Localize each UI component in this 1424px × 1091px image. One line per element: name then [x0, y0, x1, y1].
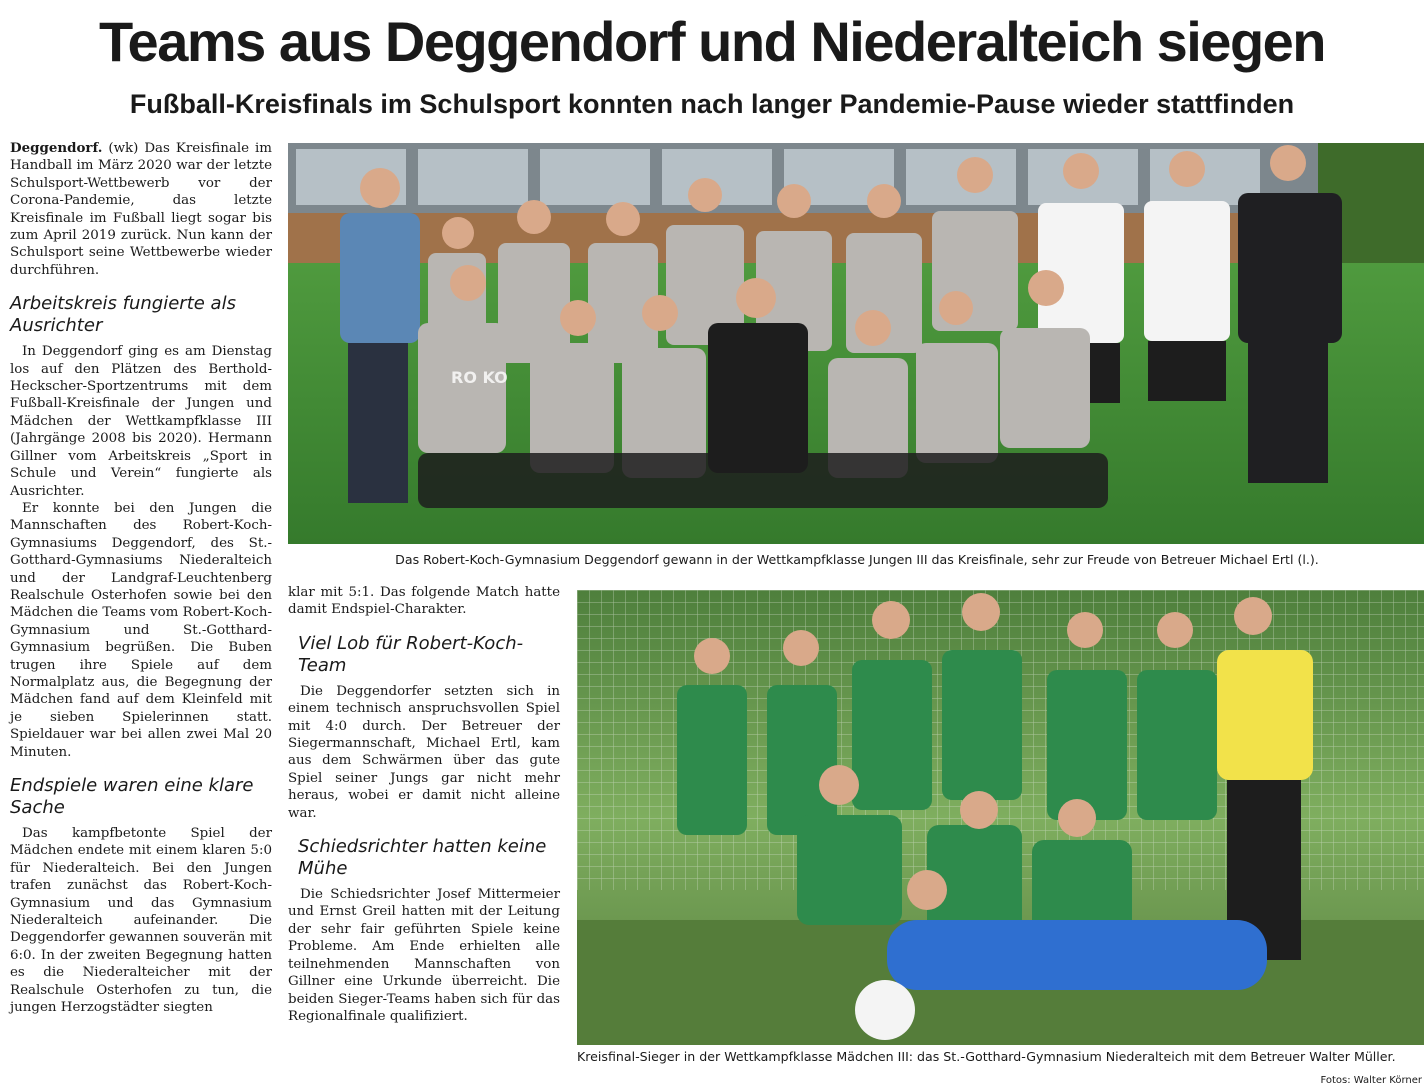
photo-boys-caption: Das Robert-Koch-Gymnasium Deggendorf gewann in der Wettkampfklasse Jungen III das Kreisfinale, sehr zur Freude von Betreuer Michael Ertl (l.). [395, 552, 1319, 567]
paragraph: klar mit 5:1. Das folgende Match hatte damit Endspiel-Charakter. [288, 585, 560, 618]
subheadline: Fußball-Kreisfinals im Schulsport konnten nach langer Pandemie-Pause wieder stattfinden [129, 89, 1295, 119]
paragraph: Er konnte bei den Jungen die Mannschaften des Robert-Koch-Gymnasiums Deggendorf, des St.-Gotthard-Gymnasiums Niederalteich und der Landgraf-Leuchtenberg Realschule Osterhofen sowie bei den Mädchen die Teams vom Robert-Koch-Gymnasium und St.-Gotthard-Gymnasium begrüßen. Die Buben trugen ihre Spiele auf dem Normalplatz aus, die Begegnung der Mädchen fand auf dem Kleinfeld mit je sieben Spielerinnen statt. Spieldauer war bei allen zwei Mal 20 Minuten. [10, 500, 272, 760]
photo-boys-team [288, 143, 1424, 544]
paragraph: Die Schiedsrichter Josef Mittermeier und Ernst Greil hatten mit der Leitung der sehr fair geführten Spiele keine Probleme. Am Ende erhielten alle teilnehmenden Mannschaften von Gillner eine Urkunde überreicht. Die beiden Sieger-Teams haben sich für das Regionalfinale qualifiziert. [288, 887, 560, 1024]
intro-text: (wk) Das Kreisfinale im Handball im März 2020 war der letzte Schulsport-Wettbewerb vor der Corona-Pandemie, das letzte Kreisfinale im Fußball liegt sogar bis zum April 2019 zurück. Nun kann der Schulsport seine Wettbewerbe wieder durchführen. [10, 141, 272, 278]
photo-girls-team [577, 590, 1424, 1045]
dateline: Deggendorf. [10, 140, 103, 156]
subheading-viel-lob: Viel Lob für Robert-Koch-Team [298, 632, 524, 676]
photo-credit: Fotos: Walter Körner [1320, 1075, 1422, 1086]
paragraph: Das kampfbetonte Spiel der Mädchen endete mit einem klaren 5:0 für Niederalteich. Bei den Jungen trafen zunächst das Robert-Koch-Gymnasium und das Gymnasium Niederalteich aufeinander. Die Deggendorfer gewannen souverän mit 6:0. In der zweiten Begegnung hatten es die Niederalteicher mit der Realschule Osterhofen zu tun, die jungen Herzogstädter siegten [10, 826, 272, 1016]
intro-paragraph [10, 140, 272, 279]
photo-girls-caption: Kreisfinal-Sieger in der Wettkampfklasse Mädchen III: das St.-Gotthard-Gymnasium Niederalteich mit dem Betreuer Walter Müller. [577, 1049, 1396, 1064]
article-column-2 [288, 584, 560, 1025]
subheading-arbeitskreis: Arbeitskreis fungierte als Ausrichter [10, 293, 236, 337]
headline: Teams aus Deggendorf und Niederalteich siegen [99, 10, 1325, 73]
paragraph: In Deggendorf ging es am Dienstag los auf den Plätzen des Berthold-Heckscher-Sportzentrums mit dem Fußball-Kreisfinale der Jungen und Mädchen der Wettkampfklasse III (Jahrgänge 2008 bis 2020). Hermann Gillner vom Arbeitskreis „Sport in Schule und Verein“ fungierte als Ausrichter. [10, 344, 272, 499]
subheading-endspiele: Endspiele waren eine klare Sache [10, 775, 254, 818]
paragraph: Die Deggendorfer setzten sich in einem technisch anspruchsvollen Spiel mit 4:0 durch. Der Betreuer der Siegermannschaft, Michael Ertl, kam aus dem Schwärmen über das gute Spiel seiner Jungs gar nicht mehr heraus, wobei er damit nicht alleine war. [288, 683, 560, 821]
subheading-schiedsrichter: Schiedsrichter hatten keine Mühe [298, 836, 547, 880]
article-column-1 [10, 140, 272, 1016]
shirt-print: RO KO [451, 368, 508, 387]
